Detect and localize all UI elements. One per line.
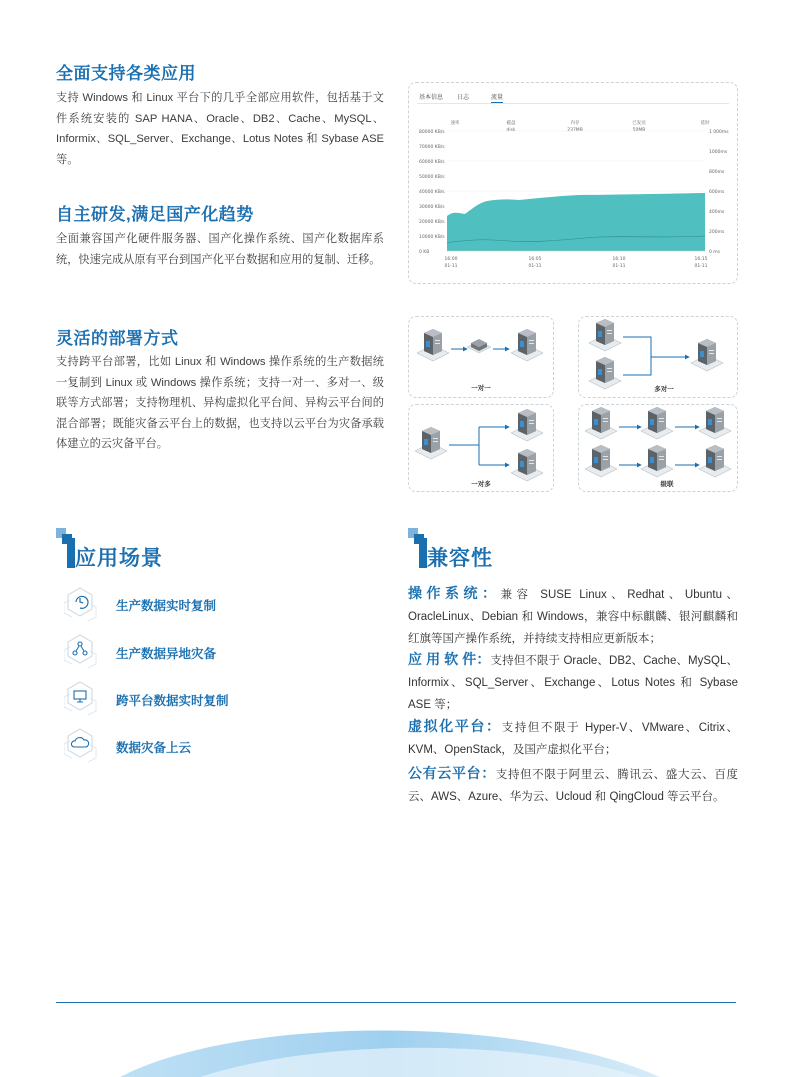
compat-cloud-text: 支持但不限于阿里云、腾讯云、盛大云、百度云、AWS、Azure、华为云、Ucloud 和 QingCloud 等云平台。 xyxy=(408,769,739,803)
many-to-one-label: 多对一 xyxy=(654,386,674,393)
compat-title: 兼容性 xyxy=(427,547,493,570)
section-body-deploy: 支持跨平台部署，比如 Linux 和 Windows 操作系统的生产数据统一复制到 Linux 或 Windows 操作系统；支持一对一、多对一、级联等方式部署；支持物理机、异构虚拟化平台间、异构云平台间的混合部署；既能灾备云平台上的数据，也支持以云平台为灾备承载体建立的云灾备平台。 xyxy=(56,356,384,450)
compat-virt-key: 虚拟化平台： xyxy=(408,718,502,734)
deploy-many-to-one-panel xyxy=(578,316,738,398)
target-server-icon xyxy=(511,409,543,441)
scenario-item-3: 跨平台数据实时复制 xyxy=(116,694,229,708)
compat-virt-text: 支持但不限于 Hyper-V、VMware、Citrix、KVM、OpenStack，及国产虚拟化平台； xyxy=(408,722,738,756)
y-tick-label-right: 0 ms xyxy=(709,250,721,255)
metric-label: 延时 xyxy=(700,121,710,126)
switch-icon xyxy=(467,339,491,353)
compat-title-bar xyxy=(419,538,427,568)
traffic-area-series xyxy=(447,193,705,251)
y-tick-label-left: 30000 KB/s xyxy=(419,205,445,210)
x-tick-date: 01-11 xyxy=(694,264,708,269)
source-server-icon xyxy=(415,427,447,459)
x-tick-date: 01-11 xyxy=(444,264,458,269)
y-tick-label-right: 1 000ms xyxy=(709,130,729,135)
y-tick-label-right: 1000ms xyxy=(709,150,728,155)
one-to-many-label: 一对多 xyxy=(471,481,491,488)
cascade-label: 级联 xyxy=(660,481,674,488)
x-tick-time: 16:05 xyxy=(528,257,542,262)
y-tick-label-right: 800ms xyxy=(709,170,725,175)
metric-label: 速率 xyxy=(450,121,460,126)
metric-value: 237MB xyxy=(567,128,583,133)
y-tick-label-left: 40000 KB/s xyxy=(419,190,445,195)
compat-virt xyxy=(408,715,738,761)
x-tick-date: 01-11 xyxy=(528,264,542,269)
y-tick-label-left: 20000 KB/s xyxy=(419,220,445,225)
compat-os xyxy=(408,582,738,650)
x-tick-time: 16:10 xyxy=(612,257,626,262)
footer-divider xyxy=(56,1002,736,1003)
target-server-icon xyxy=(691,339,723,371)
deploy-one-to-many-panel xyxy=(408,404,554,492)
section-title-deploy: 灵活的部署方式 xyxy=(56,329,179,348)
section-title-apps: 全面支持各类应用 xyxy=(56,64,196,83)
target-server-icon xyxy=(511,329,543,361)
y-tick-label-left: 80000 KB/s xyxy=(419,130,445,135)
server-icon xyxy=(585,445,617,477)
tab-traffic[interactable]: 流量 xyxy=(491,92,503,103)
footer-wave xyxy=(0,1020,794,1077)
y-tick-label-left: 10000 KB/s xyxy=(419,235,445,240)
metric-label: 已发送 xyxy=(632,121,646,126)
scenario-item-1: 生产数据实时复制 xyxy=(116,599,217,613)
tab-basic-info[interactable]: 基本信息 xyxy=(419,95,444,101)
scenario-item-4: 数据灾备上云 xyxy=(116,741,192,755)
server-icon xyxy=(699,407,731,439)
scenarios-title: 应用场景 xyxy=(75,547,163,570)
compat-cloud xyxy=(408,762,738,808)
deploy-cascade-panel xyxy=(578,404,738,492)
compat-apps-text: 支持但不限于 Oracle、DB2、Cache、MySQL、Informix、SQL_Server、Exchange、Lotus Notes 和 Sybase ASE 等； xyxy=(408,655,738,711)
server-icon xyxy=(641,407,673,439)
metric-label: 内存 xyxy=(570,121,580,126)
section-title-localization: 自主研发,满足国产化趋势 xyxy=(56,205,254,224)
compat-apps-key: 应 用 软 件： xyxy=(408,651,491,667)
y-tick-label-left: 70000 KB/s xyxy=(419,145,445,150)
compat-cloud-key: 公有云平台： xyxy=(408,765,496,781)
compat-os-key: 操作系统： xyxy=(408,585,501,601)
metric-value: 50MB xyxy=(632,128,646,133)
one-to-one-label: 一对一 xyxy=(471,385,491,392)
tab-log[interactable]: 日志 xyxy=(457,95,470,101)
target-server-icon xyxy=(511,449,543,481)
x-tick-time: 16:15 xyxy=(694,257,708,262)
network-icon xyxy=(64,633,104,673)
compat-os-text: 兼容 SUSE Linux、Redhat、Ubuntu、OracleLinux、Debian 和 Windows，兼容中标麒麟、银河麒麟和红旗等国产操作系统，并持续支持相应更新版本； xyxy=(408,589,738,645)
traffic-chart xyxy=(409,83,737,283)
server-icon xyxy=(699,445,731,477)
section-body-localization: 全面兼容国产化硬件服务器、国产化操作系统、国产化数据库系统，快速完成从原有平台到国产化平台数据和应用的复制、迁移。 xyxy=(56,233,384,266)
y-tick-label-left: 50000 KB/s xyxy=(419,175,445,180)
y-tick-label-right: 200ms xyxy=(709,230,725,235)
scenarios-title-bar xyxy=(67,538,75,568)
section-body-apps: 支持 Windows 和 Linux 平台下的几乎全部应用软件，包括基于文件系统安装的 SAP HANA、Oracle、DB2、Cache、MySQL、Informix、SQL_Server、Exchange、Lotus Notes 和 Sybase ASE 等。 xyxy=(56,92,384,166)
source-server-icon xyxy=(417,329,449,361)
server-icon xyxy=(585,407,617,439)
y-tick-label-left: 60000 KB/s xyxy=(419,160,445,165)
y-tick-label-left: 0 KB xyxy=(419,250,430,255)
y-tick-label-right: 600ms xyxy=(709,190,725,195)
scenario-item-2: 生产数据异地灾备 xyxy=(116,647,217,661)
x-tick-date: 01-11 xyxy=(612,264,626,269)
compat-apps xyxy=(408,648,738,716)
y-tick-label-right: 400ms xyxy=(709,210,725,215)
source-server-icon xyxy=(589,319,621,351)
cloud-icon xyxy=(64,727,104,767)
traffic-monitor-panel xyxy=(408,82,738,284)
deploy-one-to-one-panel xyxy=(408,316,554,398)
monitor-icon xyxy=(64,680,104,720)
x-tick-time: 16:00 xyxy=(444,257,458,262)
metric-value: disk xyxy=(506,128,516,133)
metric-label: 磁盘 xyxy=(506,121,516,126)
sync-icon xyxy=(64,586,104,626)
server-icon xyxy=(641,445,673,477)
